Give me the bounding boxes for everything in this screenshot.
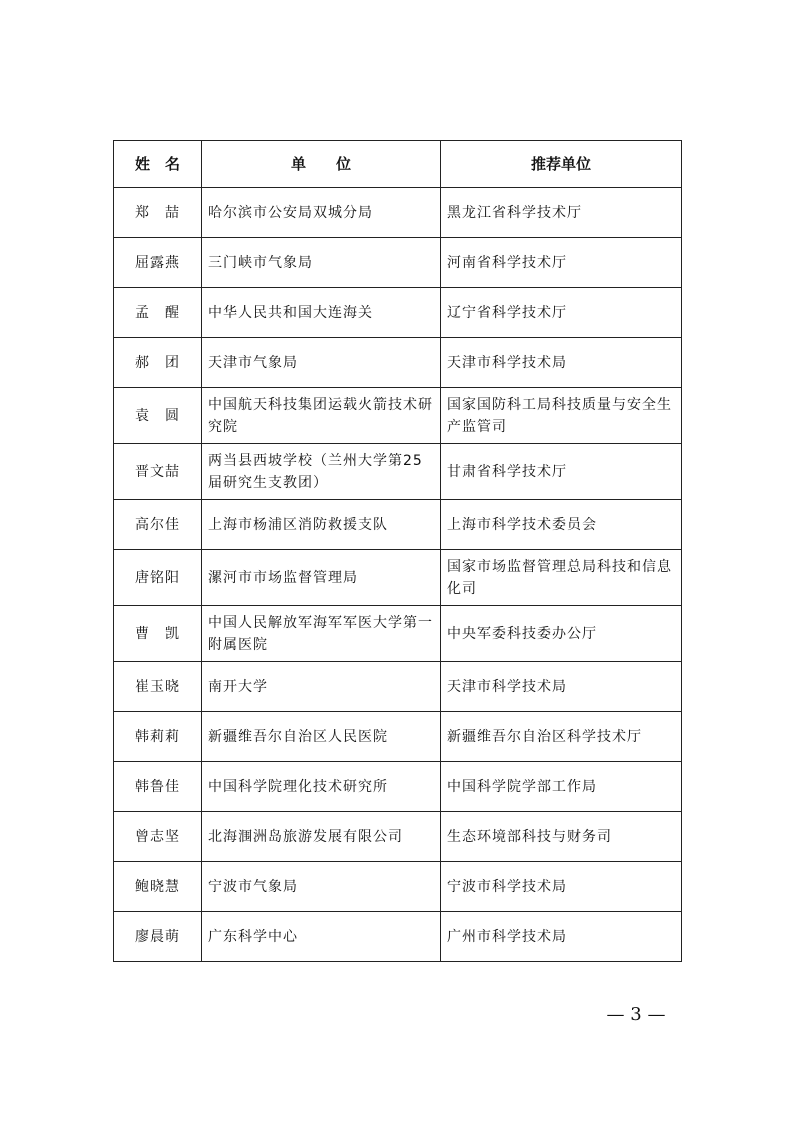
table-row [114, 712, 682, 762]
table-row [114, 662, 682, 712]
cell-unit: 中国科学院理化技术研究所 [202, 762, 441, 812]
cell-unit: 南开大学 [202, 662, 441, 712]
cell-recommender: 河南省科学技术厅 [441, 238, 682, 288]
table-row [114, 550, 682, 606]
cell-recommender: 生态环境部科技与财务司 [441, 812, 682, 862]
table-row [114, 912, 682, 962]
cell-unit: 宁波市气象局 [202, 862, 441, 912]
cell-name: 韩鲁佳 [114, 762, 202, 812]
cell-recommender: 国家市场监督管理总局科技和信息化司 [441, 550, 682, 606]
cell-unit: 天津市气象局 [202, 338, 441, 388]
cell-recommender: 新疆维吾尔自治区科学技术厅 [441, 712, 682, 762]
cell-name: 崔玉晓 [114, 662, 202, 712]
cell-name: 曾志坚 [114, 812, 202, 862]
cell-recommender: 上海市科学技术委员会 [441, 500, 682, 550]
header-recommender: 推荐单位 [441, 141, 682, 188]
cell-unit: 北海涠洲岛旅游发展有限公司 [202, 812, 441, 862]
cell-recommender: 辽宁省科学技术厅 [441, 288, 682, 338]
cell-name: 高尔佳 [114, 500, 202, 550]
cell-recommender: 国家国防科工局科技质量与安全生产监管司 [441, 388, 682, 444]
table-row [114, 188, 682, 238]
table-row [114, 606, 682, 662]
cell-name: 晋文喆 [114, 444, 202, 500]
cell-name: 郝 团 [114, 338, 202, 388]
cell-recommender: 天津市科学技术局 [441, 338, 682, 388]
cell-name: 孟 醒 [114, 288, 202, 338]
cell-unit: 新疆维吾尔自治区人民医院 [202, 712, 441, 762]
table-row [114, 500, 682, 550]
cell-recommender: 中央军委科技委办公厅 [441, 606, 682, 662]
table-header [114, 141, 682, 188]
header-unit: 单 位 [202, 141, 441, 188]
cell-name: 郑 喆 [114, 188, 202, 238]
cell-recommender: 黑龙江省科学技术厅 [441, 188, 682, 238]
table-row [114, 288, 682, 338]
cell-name: 韩莉莉 [114, 712, 202, 762]
cell-unit: 哈尔滨市公安局双城分局 [202, 188, 441, 238]
cell-unit: 中国航天科技集团运载火箭技术研究院 [202, 388, 441, 444]
cell-unit: 漯河市市场监督管理局 [202, 550, 441, 606]
recommendation-table [113, 140, 682, 962]
cell-recommender: 甘肃省科学技术厅 [441, 444, 682, 500]
table-row [114, 444, 682, 500]
cell-recommender: 宁波市科学技术局 [441, 862, 682, 912]
cell-name: 廖晨萌 [114, 912, 202, 962]
table-row [114, 762, 682, 812]
cell-name: 袁 圆 [114, 388, 202, 444]
cell-name: 鲍晓慧 [114, 862, 202, 912]
cell-recommender: 天津市科学技术局 [441, 662, 682, 712]
cell-unit: 两当县西坡学校（兰州大学第25届研究生支教团） [202, 444, 441, 500]
cell-name: 屈露燕 [114, 238, 202, 288]
cell-unit: 中国人民解放军海军军医大学第一附属医院 [202, 606, 441, 662]
table-row [114, 862, 682, 912]
cell-name: 唐铭阳 [114, 550, 202, 606]
cell-unit: 上海市杨浦区消防救援支队 [202, 500, 441, 550]
table-row [114, 388, 682, 444]
cell-unit: 三门峡市气象局 [202, 238, 441, 288]
cell-unit: 广东科学中心 [202, 912, 441, 962]
page-number: — 3 — [606, 1004, 666, 1025]
table-body [114, 188, 682, 962]
header-name: 姓 名 [114, 141, 202, 188]
cell-recommender: 中国科学院学部工作局 [441, 762, 682, 812]
cell-unit: 中华人民共和国大连海关 [202, 288, 441, 338]
cell-name: 曹 凯 [114, 606, 202, 662]
table-row [114, 812, 682, 862]
table-row [114, 338, 682, 388]
cell-recommender: 广州市科学技术局 [441, 912, 682, 962]
table-row [114, 238, 682, 288]
